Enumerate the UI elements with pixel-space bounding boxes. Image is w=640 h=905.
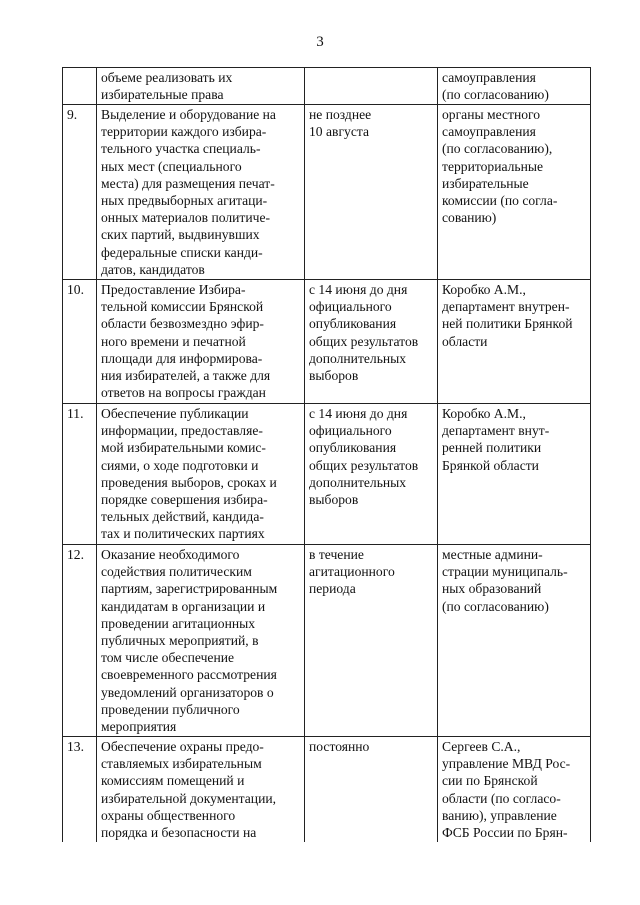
events-table-body (63, 68, 591, 843)
responsible-line: органы местного (442, 107, 541, 122)
event-line: сиями, о ходе подготовки и (101, 457, 259, 473)
event-line: порядка и безопасности на (101, 825, 257, 841)
event-line: Обеспечение публикации (101, 406, 249, 421)
term-cell (305, 404, 438, 545)
event-line: ных мест (специального (101, 158, 242, 174)
event-line: партиям, зарегистрированным (101, 581, 278, 597)
responsible-line: комиссии (по согла- (442, 193, 558, 209)
event-line: Обеспечение охраны предо- (101, 739, 264, 754)
event-line: Предоставление Избира- (101, 282, 246, 297)
row-number-cell: 10. (63, 280, 97, 404)
responsible-line: области (442, 333, 488, 349)
responsible-cell (438, 105, 591, 280)
term-line: выборов (309, 368, 359, 384)
event-cell (97, 545, 305, 737)
table-row (63, 737, 591, 843)
table-row (63, 68, 591, 105)
event-cell (97, 68, 305, 105)
table-row (63, 105, 591, 280)
event-line: тельных действий, кандида- (101, 509, 264, 525)
event-line: онных материалов политиче- (101, 210, 271, 226)
table-row (63, 404, 591, 545)
row-number-cell: 13. (63, 737, 97, 843)
event-line: датов, кандидатов (101, 261, 205, 277)
event-line: ных предвыборных агитаци- (101, 193, 268, 209)
responsible-line: ванию), управление (442, 807, 557, 823)
event-line: избирательные права (101, 87, 224, 103)
event-line: проведении публичного (101, 701, 240, 717)
responsible-line: ренней политики (442, 440, 542, 456)
row-number-cell: 11. (63, 404, 97, 545)
event-line: том числе обеспечение (101, 650, 235, 666)
event-line: территории каждого избира- (101, 124, 267, 140)
event-line: объеме реализовать их (101, 70, 233, 85)
event-line: мой избирательными комис- (101, 440, 266, 456)
term-line: с 14 июня до дня (309, 282, 408, 297)
event-line: своевременного рассмотрения (101, 667, 277, 683)
term-line: официального (309, 299, 392, 315)
event-line: комиссиям помещений и (101, 773, 245, 789)
responsible-line: департамент внутрен- (442, 299, 570, 315)
event-line: публичных мероприятий, в (101, 633, 259, 649)
event-line: тельного участка специаль- (101, 141, 261, 157)
term-line: постоянно (309, 739, 370, 754)
responsible-line: области (по согласо- (442, 790, 561, 806)
responsible-line: Коробко А.М., (442, 406, 526, 421)
responsible-line: Брянкой области (442, 457, 539, 473)
responsible-line: сии по Брянской (442, 773, 538, 789)
event-line: ответов на вопросы граждан (101, 385, 266, 401)
table-row (63, 280, 591, 404)
responsible-line: сованию) (442, 210, 497, 226)
responsible-cell (438, 737, 591, 843)
term-cell (305, 545, 438, 737)
event-line: Оказание необходимого (101, 547, 240, 562)
responsible-line: территориальные (442, 158, 544, 174)
event-line: Выделение и оборудование на (101, 107, 276, 122)
responsible-line: страции муниципаль- (442, 564, 568, 580)
event-cell (97, 280, 305, 404)
row-number-cell: 9. (63, 105, 97, 280)
events-table (62, 67, 591, 842)
term-line: с 14 июня до дня (309, 406, 408, 421)
responsible-cell (438, 68, 591, 105)
responsible-line: ФСБ России по Брян- (442, 825, 568, 841)
responsible-line: (по согласованию) (442, 87, 549, 103)
term-cell (305, 68, 438, 105)
term-line: выборов (309, 492, 359, 508)
responsible-line: (по согласованию), (442, 141, 553, 157)
row-number-cell (63, 68, 97, 105)
event-line: избирательной документации, (101, 790, 277, 806)
responsible-line: департамент внут- (442, 423, 550, 439)
term-line: агитационного (309, 564, 395, 580)
event-line: кандидатам в организации и (101, 598, 266, 614)
term-cell (305, 737, 438, 843)
term-line: общих результатов (309, 333, 419, 349)
event-line: ния избирателей, а также для (101, 368, 271, 384)
event-line: охраны общественного (101, 807, 236, 823)
event-cell (97, 737, 305, 843)
table-row (63, 545, 591, 737)
event-line: площади для информирова- (101, 350, 263, 366)
term-line: официального (309, 423, 392, 439)
responsible-cell (438, 545, 591, 737)
event-line: области безвозмездно эфир- (101, 316, 264, 332)
responsible-line: самоуправления (442, 70, 536, 85)
event-line: тах и политических партиях (101, 526, 265, 542)
term-line: опубликования (309, 316, 397, 332)
responsible-line: Сергеев С.А., (442, 739, 521, 754)
term-line: дополнительных (309, 350, 407, 366)
responsible-line: самоуправления (442, 124, 536, 140)
term-line: периода (309, 581, 356, 597)
term-line: общих результатов (309, 457, 419, 473)
responsible-line: Коробко А.М., (442, 282, 526, 297)
responsible-cell (438, 404, 591, 545)
responsible-line: ных образований (442, 581, 542, 597)
event-cell (97, 404, 305, 545)
responsible-cell (438, 280, 591, 404)
responsible-line: ней политики Брянкой (442, 316, 573, 332)
event-line: места) для размещения печат- (101, 175, 275, 191)
responsible-line: управление МВД Рос- (442, 756, 571, 772)
responsible-line: избирательные (442, 175, 529, 191)
term-cell (305, 280, 438, 404)
term-line: дополнительных (309, 474, 407, 490)
event-line: информации, предоставляе- (101, 423, 263, 439)
row-number-cell: 12. (63, 545, 97, 737)
responsible-line: (по согласованию) (442, 598, 549, 614)
event-line: ских партий, выдвинувших (101, 227, 260, 243)
event-line: проведения выборов, сроках и (101, 474, 277, 490)
event-line: мероприятия (101, 719, 177, 735)
term-line: не позднее (309, 107, 372, 122)
event-line: уведомлений организаторов о (101, 684, 274, 700)
event-line: федеральные списки канди- (101, 244, 263, 260)
event-line: ставляемых избирательным (101, 756, 262, 772)
term-line: опубликования (309, 440, 397, 456)
term-line: в течение (309, 547, 364, 562)
event-cell (97, 105, 305, 280)
event-line: ного времени и печатной (101, 333, 246, 349)
event-line: порядке совершения избира- (101, 492, 268, 508)
term-cell (305, 105, 438, 280)
event-line: проведении агитационных (101, 615, 256, 631)
page-number: 3 (316, 34, 324, 50)
term-line: 10 августа (309, 124, 369, 140)
event-line: содействия политическим (101, 564, 252, 580)
responsible-line: местные админи- (442, 547, 543, 562)
event-line: тельной комиссии Брянской (101, 299, 264, 315)
